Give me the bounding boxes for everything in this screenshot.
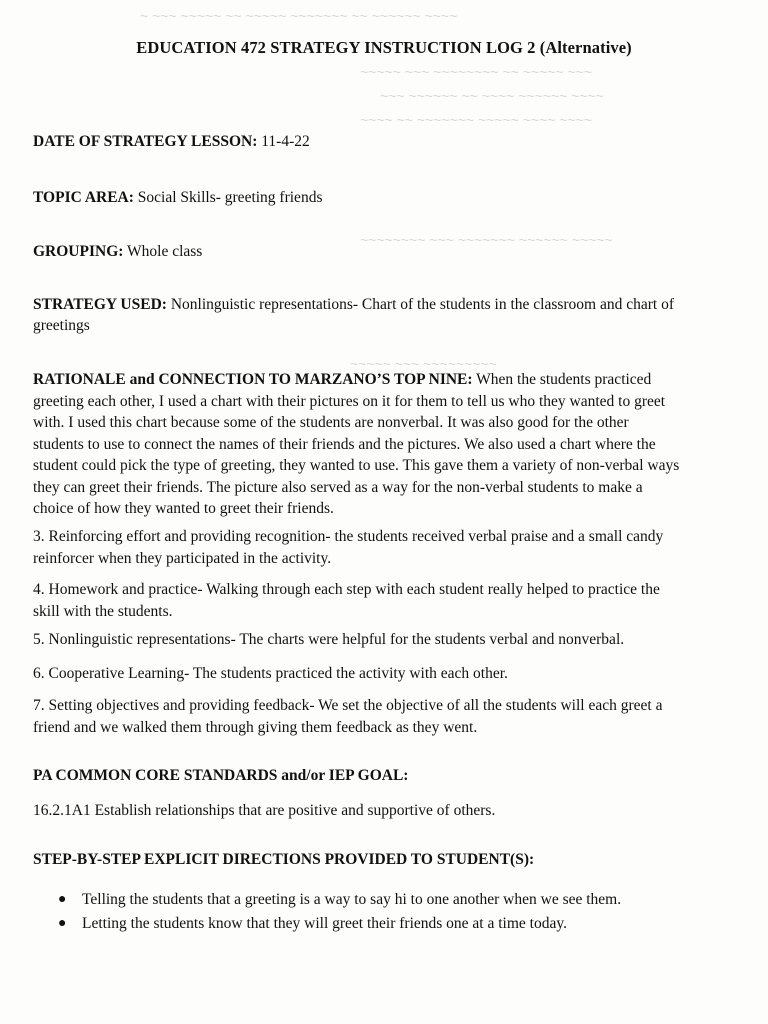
standards-heading: PA COMMON CORE STANDARDS and/or IEP GOAL: <box>33 767 409 784</box>
topic-field <box>33 187 683 208</box>
directions-heading: STEP-BY-STEP EXPLICIT DIRECTIONS PROVIDED TO STUDENT(S): <box>33 851 535 868</box>
rationale-label: RATIONALE and CONNECTION TO MARZANO’S TOP NINE: <box>33 371 473 388</box>
grouping-field <box>33 241 683 262</box>
date-value: 11-4-22 <box>257 133 310 150</box>
topic-value: Social Skills- greeting friends <box>133 189 323 206</box>
topic-label: TOPIC AREA: <box>33 189 134 206</box>
grouping-value: Whole class <box>123 243 203 260</box>
bullet-icon: ● <box>58 892 67 907</box>
bleed-through-mark: ~~~~ ~~ ~~~~~~~ ~~~~~ ~~~~ ~~~~ <box>360 112 593 128</box>
list-item <box>58 912 698 936</box>
strategy-value: Nonlinguistic representations- Chart of the students in the classroom and chart of greetings <box>33 296 675 334</box>
rationale-field <box>33 369 683 520</box>
numbered-item-3: 3. Reinforcing effort and providing recognition- the students received verbal praise and a small candy reinforcer when they participated in the activity. <box>33 528 664 567</box>
bleed-through-mark: ~~~~~~~~ ~~~ ~~~~~~~ ~~~~~~ ~~~~~ <box>360 232 613 248</box>
bleed-through-mark: ~ ~~~ ~~~~~ ~~ ~~~~~ ~~~~~~~ ~~ ~~~~~~ ~~~~ <box>140 8 458 24</box>
bullet-icon: ● <box>58 916 67 931</box>
direction-text: Letting the students know that they will greet their friends one at a time today. <box>82 915 567 932</box>
numbered-item-4: 4. Homework and practice- Walking through each step with each student really helped to practice the skill with the students. <box>33 581 660 620</box>
rationale-value: When the students practiced greeting each other, I used a chart with their pictures on it for them to tell us who they wanted to greet with. I used this chart because some of the students are nonverbal. It was also good for the other students to use to connect the names of their friends and the pictures. We also used a chart where the student could pick the type of greeting, they wanted to use. This gave them a variety of non-verbal ways they can greet their friends. The picture also served as a way for the non-verbal students to make a choice of how they wanted to greet their friends. <box>33 371 680 517</box>
bleed-through-mark: ~~~~~ ~~~ ~~~~~~~~~ <box>350 356 497 372</box>
date-label: DATE OF STRATEGY LESSON: <box>33 133 258 150</box>
bleed-through-mark: ~~~~~ ~~~ ~~~~~~~~ ~~ ~~~~~ ~~~ <box>360 64 593 80</box>
directions-list <box>58 888 698 936</box>
grouping-label: GROUPING: <box>33 243 124 260</box>
list-item <box>58 888 698 912</box>
numbered-item-7: 7. Setting objectives and providing feedback- We set the objective of all the students will each greet a friend and we walked them through giving them feedback as they went. <box>33 697 663 736</box>
numbered-item-5: 5. Nonlinguistic representations- The charts were helpful for the students verbal and nonverbal. <box>33 631 625 648</box>
standards-text: 16.2.1A1 Establish relationships that are positive and supportive of others. <box>33 802 496 819</box>
bleed-through-mark: ~~~ ~~~~~~ ~~ ~~~~ ~~~~~~ ~~~~ <box>380 88 604 104</box>
direction-text: Telling the students that a greeting is a way to say hi to one another when we see them. <box>82 891 622 908</box>
date-field <box>33 131 683 152</box>
numbered-item-6: 6. Cooperative Learning- The students practiced the activity with each other. <box>33 665 508 682</box>
strategy-label: STRATEGY USED: <box>33 296 167 313</box>
strategy-field <box>33 294 683 336</box>
document-title: EDUCATION 472 STRATEGY INSTRUCTION LOG 2 (Alternative) <box>136 38 632 57</box>
